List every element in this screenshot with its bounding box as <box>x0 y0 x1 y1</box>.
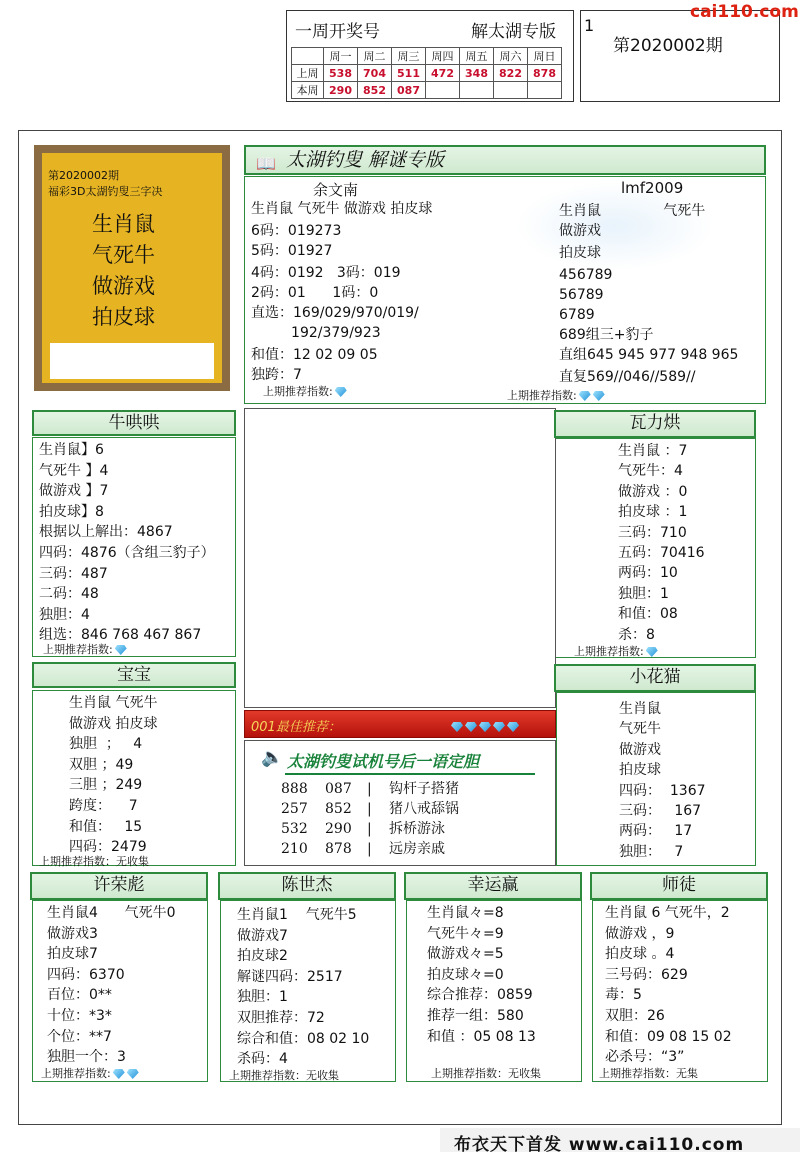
walihong-line: 杀：8 <box>618 626 655 643</box>
yuwennan-line: 5码：01927 <box>251 243 333 259</box>
niuhonghong-line: 拍皮球】8 <box>39 503 104 520</box>
xiaohuamao-line: 四码： 1367 <box>619 782 706 799</box>
shitu-line: 三号码：629 <box>605 966 688 983</box>
chenshijie-line: 综合和值：08 02 10 <box>237 1030 370 1047</box>
walihong-line: 做游戏 ：0 <box>618 483 688 500</box>
shitu-line: 双胆：26 <box>605 1007 665 1024</box>
chenshijie-title: 陈世杰 <box>218 872 396 900</box>
baobao-footer: 上期推荐指数：无收集 <box>39 855 149 868</box>
xiaohuamao-line: 生肖鼠 <box>619 701 661 717</box>
lmf-line: 56789 <box>559 287 604 303</box>
riddle-line: 做游戏 <box>92 274 155 298</box>
baobao-line: 生肖鼠 气死牛 <box>69 695 158 711</box>
shitu-panel <box>592 900 768 1082</box>
riddle-line: 生肖鼠 <box>92 212 155 236</box>
center-blank-box <box>244 408 556 708</box>
diamond-icon <box>593 391 605 401</box>
niuhonghong-line: 组选：846 768 467 867 <box>39 627 202 644</box>
shitu-line: 和值：09 08 15 02 <box>605 1028 732 1045</box>
niuhonghong-line: 做游戏 】7 <box>39 483 109 500</box>
walihong-line: 三码：710 <box>618 524 687 541</box>
weekly-results-box <box>286 10 574 102</box>
baobao-line: 和值： 15 <box>69 818 143 835</box>
xurongbiao-panel <box>32 900 208 1082</box>
chenshijie-line: 独胆：1 <box>237 989 288 1006</box>
trial-row: 888 087 | 钩杆子搭猪 <box>281 781 459 797</box>
xiaohuamao-line: 做游戏 <box>619 741 661 758</box>
footer-text: 布衣天下首发 www.cai110.com <box>454 1135 745 1155</box>
edition-title: 解太湖专版 <box>471 22 556 42</box>
diamond-icon <box>493 722 505 732</box>
xiaohuamao-line: 独胆： 7 <box>619 843 684 860</box>
banner <box>244 145 766 175</box>
niuhonghong-line: 独胆：4 <box>39 606 90 623</box>
xurongbiao-line: 十位：*3* <box>47 1007 112 1024</box>
xurongbiao-line: 四码：6370 <box>47 966 125 983</box>
diamond-icon <box>646 647 658 657</box>
diamond-icon <box>579 391 591 401</box>
xingyunying-title: 幸运赢 <box>404 872 582 900</box>
xiaohuamao-line: 两码： 17 <box>619 823 693 840</box>
yuwennan-line: 2码：01 1码：0 <box>251 285 379 301</box>
walihong-title: 瓦力烘 <box>554 410 756 438</box>
best-recommend-label: 001最佳推荐： <box>251 720 341 735</box>
xingyunying-line: 综合推荐：0859 <box>427 987 533 1004</box>
weekly-results-table: 周一 周二 周三 周四 周五 周六 周日 上周 538 704 511 472 348 822 878 本周 290 852 087 <box>291 47 562 99</box>
xurongbiao-footer: 上期推荐指数: <box>41 1065 139 1081</box>
lmf-line: 做游戏 <box>559 223 601 239</box>
xingyunying-line: 气死牛々=9 <box>427 925 504 942</box>
lmf-line: 生肖鼠 气死牛 <box>559 203 706 219</box>
chenshijie-line: 做游戏7 <box>237 927 288 944</box>
lmf-line: 689组三+豹子 <box>559 327 654 343</box>
baobao-panel <box>32 690 236 866</box>
diamond-icon <box>127 1069 139 1079</box>
shitu-footer: 上期推荐指数：无集 <box>599 1067 698 1080</box>
xurongbiao-line: 独胆一个：3 <box>47 1049 126 1066</box>
baobao-line: 三胆 ；249 <box>69 777 143 794</box>
diamond-icon <box>113 1069 125 1079</box>
xingyunying-line: 生肖鼠々=8 <box>427 905 504 921</box>
walihong-line: 拍皮球 ：1 <box>618 504 688 521</box>
yuwennan-line: 和值：12 02 09 05 <box>251 347 378 363</box>
diamond-icon <box>115 645 127 655</box>
issue-number: 第2020002期 <box>613 36 723 56</box>
xiaohuamao-panel <box>556 692 756 866</box>
baobao-line: 四码：2479 <box>69 839 147 856</box>
diamond-icon <box>451 722 463 732</box>
walihong-line: 和值：08 <box>618 606 678 623</box>
walihong-line: 生肖鼠 ：7 <box>618 443 688 459</box>
banner-title: 太湖钓叟 解谜专版 <box>286 149 445 171</box>
chenshijie-line: 解谜四码：2517 <box>237 968 343 985</box>
xingyunying-line: 做游戏々=5 <box>427 946 504 963</box>
niuhonghong-line: 根据以上解出：4867 <box>39 524 173 541</box>
xiaohuamao-title: 小花猫 <box>554 664 756 692</box>
footer-bar <box>440 1128 800 1155</box>
shitu-line: 做游戏 ，9 <box>605 925 675 942</box>
xingyunying-line: 和值 ：05 08 13 <box>427 1028 536 1045</box>
cloud-decoration <box>515 181 715 271</box>
riddle-line: 拍皮球 <box>92 305 155 329</box>
yuwennan-line: 6码：019273 <box>251 223 342 239</box>
lmf-line: 6789 <box>559 307 595 323</box>
xingyunying-panel <box>406 900 582 1082</box>
walihong-footer: 上期推荐指数: <box>574 643 658 659</box>
lmf-line: 直组645 945 977 948 965 <box>559 347 739 363</box>
riddle-card <box>34 145 230 391</box>
chenshijie-line: 双胆推荐：72 <box>237 1009 325 1026</box>
niuhonghong-line: 二码：48 <box>39 586 99 603</box>
yuwennan-line: 独跨：7 <box>251 367 302 383</box>
card-subtitle: 福彩3D太湖钓叟三字决 <box>48 185 163 198</box>
trial-row: 257 852 | 猪八戒舔锅 <box>281 801 459 817</box>
lmf-line: 直复569//046//589// <box>559 369 696 385</box>
diamond-icon <box>507 722 519 732</box>
chenshijie-footer: 上期推荐指数：无收集 <box>229 1069 339 1082</box>
trial-row: 210 878 | 远房亲戚 <box>281 841 445 857</box>
baobao-line: 双胆 ；49 <box>69 756 134 773</box>
niuhonghong-title: 牛哄哄 <box>32 410 236 436</box>
xingyunying-footer: 上期推荐指数：无收集 <box>431 1067 541 1080</box>
lmf-line: 拍皮球 <box>559 245 601 261</box>
xingyunying-line: 拍皮球々=0 <box>427 966 504 983</box>
xiaohuamao-line: 拍皮球 <box>619 762 661 779</box>
yuwennan-line: 4码：0192 3码：019 <box>251 265 401 281</box>
chenshijie-panel <box>220 900 396 1082</box>
xiaohuamao-line: 三码： 167 <box>619 803 702 820</box>
trial-panel <box>244 740 556 866</box>
niuhonghong-panel <box>32 437 236 657</box>
shitu-line: 生肖鼠 6 气死牛，2 <box>605 905 730 921</box>
book-icon: 📖 <box>256 154 276 173</box>
niuhonghong-line: 气死牛 】4 <box>39 462 109 479</box>
walihong-line: 两码：10 <box>618 565 678 582</box>
baobao-line: 独胆 ； 4 <box>69 736 143 753</box>
card-blank <box>50 343 214 379</box>
diamond-icon <box>335 387 347 397</box>
baobao-line: 做游戏 拍皮球 <box>69 715 158 732</box>
diamond-icon <box>479 722 491 732</box>
trial-title: 太湖钓叟试机号后一语定胆 <box>287 752 480 771</box>
shitu-line: 拍皮球 。4 <box>605 946 675 963</box>
yuwennan-line: 192/379/923 <box>251 325 381 341</box>
xurongbiao-title: 许荣彪 <box>30 872 208 900</box>
riddle-line: 气死牛 <box>92 243 155 267</box>
speaker-icon: 🔈 <box>261 747 284 768</box>
best-recommend-bar <box>244 710 556 738</box>
walihong-line: 气死牛：4 <box>618 463 683 480</box>
chenshijie-line: 生肖鼠1 气死牛5 <box>237 907 357 923</box>
xurongbiao-line: 拍皮球7 <box>47 946 98 963</box>
yuwennan-name: 余文南 <box>313 181 359 199</box>
page-number: 1 <box>584 16 595 35</box>
niuhonghong-line: 生肖鼠】6 <box>39 442 104 458</box>
niuhonghong-footer: 上期推荐指数: <box>43 641 127 657</box>
niuhonghong-line: 三码：487 <box>39 565 108 582</box>
xurongbiao-line: 个位：**7 <box>47 1028 112 1045</box>
lmf-footer: 上期推荐指数: <box>507 387 605 403</box>
trial-row: 532 290 | 拆桥游泳 <box>281 821 445 837</box>
chenshijie-line: 杀码：4 <box>237 1051 288 1068</box>
trial-underline <box>285 773 535 775</box>
walihong-panel <box>556 438 756 658</box>
lmf-name: lmf2009 <box>621 179 684 197</box>
xingyunying-line: 推荐一组：580 <box>427 1007 524 1024</box>
xurongbiao-line: 百位：0** <box>47 987 112 1004</box>
shitu-line: 必杀号：“3” <box>605 1049 685 1066</box>
shitu-title: 师徒 <box>590 872 768 900</box>
baobao-line: 跨度： 7 <box>69 797 138 814</box>
issue-box <box>580 10 780 102</box>
lmf-line: 456789 <box>559 267 613 283</box>
xiaohuamao-line: 气死牛 <box>619 721 661 738</box>
yuwennan-line: 生肖鼠 气死牛 做游戏 拍皮球 <box>251 201 433 217</box>
top-experts-panel <box>244 176 766 404</box>
yuwennan-footer: 上期推荐指数: <box>263 383 347 399</box>
shitu-line: 毒：5 <box>605 987 642 1004</box>
diamond-icon <box>465 722 477 732</box>
site-logo: cai110.com <box>690 2 799 22</box>
xurongbiao-line: 生肖鼠4 气死牛0 <box>47 905 176 921</box>
yuwennan-line: 直选：169/029/970/019/ <box>251 305 419 321</box>
chenshijie-line: 拍皮球2 <box>237 948 288 965</box>
card-issue: 第2020002期 <box>48 169 119 182</box>
walihong-line: 五码：70416 <box>618 545 705 562</box>
week-title: 一周开奖号 <box>295 22 380 42</box>
walihong-line: 独胆：1 <box>618 585 669 602</box>
niuhonghong-line: 四码：4876（含组三豹子） <box>39 544 215 561</box>
baobao-title: 宝宝 <box>32 662 236 688</box>
xurongbiao-line: 做游戏3 <box>47 925 98 942</box>
